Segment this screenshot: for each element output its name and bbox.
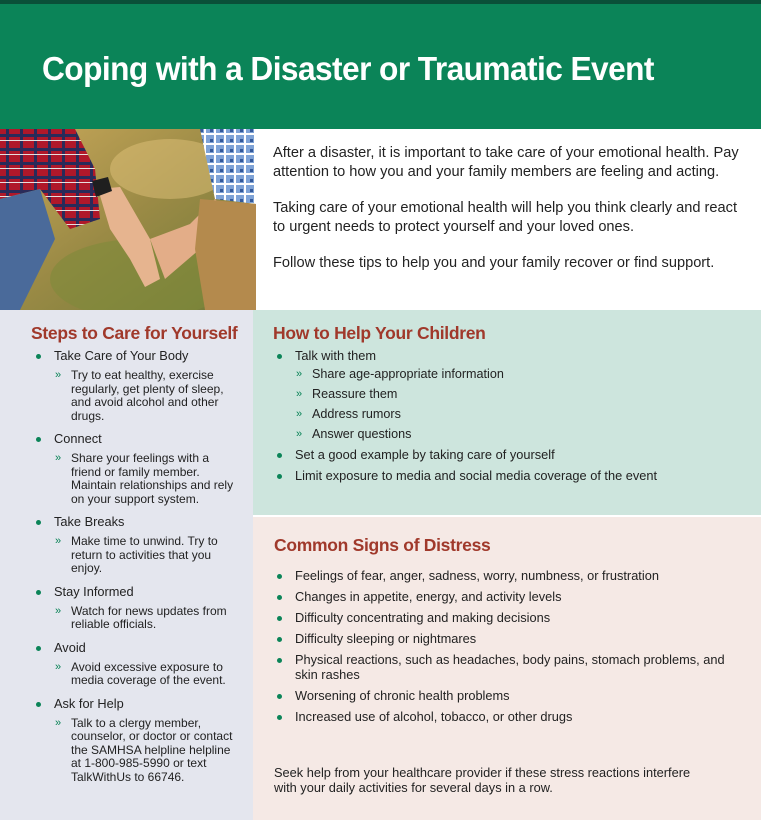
list-item — [54, 696, 239, 785]
item-label: Avoid — [54, 639, 86, 655]
bullet-icon — [277, 595, 282, 600]
children-list — [295, 348, 745, 489]
item-label: Limit exposure to media and social media coverage of the event — [295, 468, 658, 483]
list-item — [295, 447, 745, 462]
bullet-icon — [277, 694, 282, 699]
list-item — [54, 584, 239, 632]
self-care-panel — [0, 310, 253, 820]
list-item — [54, 514, 239, 576]
sub-item-text: Make time to unwind. Try to return to activities that you enjoy. — [71, 534, 218, 575]
holding-hands-photo — [0, 129, 256, 310]
children-panel — [253, 310, 761, 515]
chevron-right-icon: » — [55, 660, 62, 673]
distress-list — [295, 568, 725, 730]
item-label: Difficulty sleeping or nightmares — [295, 631, 477, 646]
list-item — [295, 348, 745, 441]
sub-item-text: Try to eat healthy, exercise regularly, get plenty of sleep, and avoid alcohol and other drugs. — [71, 368, 224, 423]
section-heading: Common Signs of Distress — [274, 535, 491, 555]
list-item — [295, 709, 725, 724]
list-item — [54, 348, 239, 423]
bullet-icon — [36, 702, 41, 707]
chevron-right-icon: » — [296, 408, 303, 420]
sub-item — [55, 603, 239, 632]
chevron-right-icon: » — [296, 388, 303, 400]
sub-item — [296, 407, 745, 421]
section-heading: How to Help Your Children — [273, 323, 486, 343]
item-label: Physical reactions, such as headaches, body pains, stomach problems, and skin rashes — [295, 652, 725, 682]
sub-item-text: Share your feelings with a friend or family member. Maintain relationships and rely on your support system. — [71, 451, 234, 506]
list-item — [54, 640, 239, 688]
sub-item-text: Reassure them — [312, 387, 398, 401]
sub-item-text: Watch for news updates from reliable officials. — [71, 603, 227, 631]
intro-paragraph: Taking care of your emotional health will help you think clearly and react to urgent needs to protect yourself and your loved ones. — [273, 200, 738, 235]
bullet-icon — [277, 637, 282, 642]
section-heading: Steps to Care for Yourself — [31, 323, 238, 343]
item-label: Worsening of chronic health problems — [295, 688, 510, 703]
item-label: Increased use of alcohol, tobacco, or other drugs — [295, 709, 573, 724]
list-item — [295, 688, 725, 703]
chevron-right-icon: » — [55, 716, 62, 729]
list-item — [295, 568, 725, 583]
chevron-right-icon: » — [296, 428, 303, 440]
sub-item-text: Talk to a clergy member, counselor, or doctor or contact the SAMHSA helpline helpline at 1-800-985-5990 or text TalkWithUs to 66746. — [71, 715, 233, 784]
item-label: Ask for Help — [54, 695, 124, 711]
distress-panel — [253, 517, 761, 820]
list-item — [295, 631, 725, 646]
sub-item — [55, 534, 239, 576]
bullet-icon — [277, 354, 282, 359]
list-item — [54, 431, 239, 506]
list-item — [295, 652, 725, 682]
item-label: Stay Informed — [54, 583, 134, 599]
sub-item — [55, 659, 239, 688]
sub-item — [55, 368, 239, 423]
bullet-icon — [36, 354, 41, 359]
intro-text — [273, 144, 748, 290]
sub-item — [55, 451, 239, 506]
bullet-icon — [277, 616, 282, 621]
item-label: Changes in appetite, energy, and activity levels — [295, 589, 562, 604]
sub-item — [296, 367, 745, 381]
sub-item-text: Share age-appropriate information — [312, 367, 504, 381]
sub-item-text: Avoid excessive exposure to media coverage of the event. — [71, 659, 226, 687]
item-label: Take Care of Your Body — [54, 348, 189, 363]
chevron-right-icon: » — [55, 369, 62, 381]
chevron-right-icon: » — [55, 452, 62, 464]
item-label: Feelings of fear, anger, sadness, worry, numbness, or frustration — [295, 568, 659, 583]
item-label: Connect — [54, 431, 102, 446]
bullet-icon — [277, 453, 282, 458]
item-label: Set a good example by taking care of yourself — [295, 447, 555, 462]
bullet-icon — [36, 437, 41, 442]
chevron-right-icon: » — [296, 368, 303, 380]
bullet-icon — [277, 715, 282, 720]
bullet-icon — [36, 520, 41, 525]
help-note: Seek help from your healthcare provider if these stress reactions interfere with your daily activities for several days in a row. — [274, 764, 691, 795]
item-label: Difficulty concentrating and making decisions — [295, 610, 551, 625]
bullet-icon — [277, 474, 282, 479]
self-care-list — [54, 348, 239, 792]
sub-item — [296, 427, 745, 441]
sub-item — [55, 715, 239, 785]
intro-paragraph: Follow these tips to help you and your family recover or find support. — [273, 255, 715, 271]
chevron-right-icon: » — [55, 604, 62, 617]
bullet-icon — [277, 574, 282, 579]
sub-item-text: Answer questions — [312, 427, 412, 441]
sub-item — [296, 387, 745, 401]
page-title: Coping with a Disaster or Traumatic Event — [42, 50, 654, 87]
sub-item-text: Address rumors — [312, 407, 401, 421]
item-label: Take Breaks — [54, 514, 125, 529]
item-label: Talk with them — [295, 348, 377, 363]
list-item — [295, 589, 725, 604]
bullet-icon — [36, 590, 41, 595]
bullet-icon — [277, 658, 282, 663]
intro-paragraph: After a disaster, it is important to take care of your emotional health. Pay attention to how you and your family members are feeling and acting. — [273, 145, 739, 180]
bullet-icon — [36, 646, 41, 651]
list-item — [295, 610, 725, 625]
list-item — [295, 468, 745, 483]
chevron-right-icon: » — [55, 535, 62, 547]
title-banner — [0, 4, 761, 129]
